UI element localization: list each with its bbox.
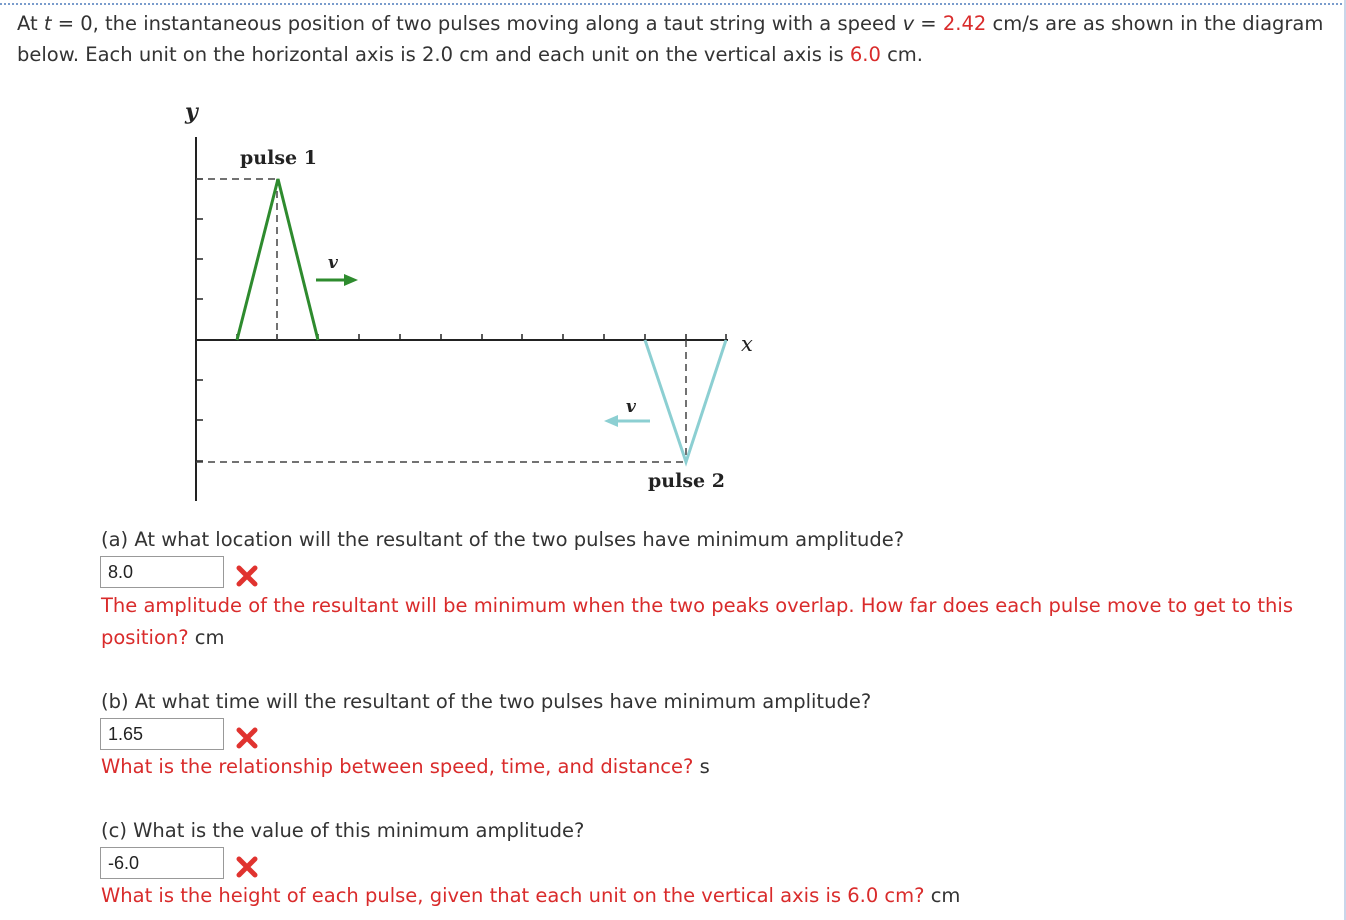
pulse1-label: pulse 1 [240,147,317,169]
hint-c: What is the height of each pulse, given that each unit on the vertical axis is 6.0 cm? cm [101,884,961,907]
pulse1-velocity-label: v [328,253,338,273]
t-variable: t [43,12,52,35]
question-c-prompt: (c) What is the value of this minimum amplitude? [101,819,585,842]
hint-a: The amplitude of the resultant will be minimum when the two peaks overlap. How far does each pulse move to get to this position? cm [101,594,1293,649]
unit-b: s [699,755,710,778]
top-dotted-border [0,3,1346,5]
answer-a-input[interactable]: 8.0 [100,556,224,588]
unit-c: cm [930,884,961,907]
incorrect-icon [236,565,258,587]
pulse2-velocity-label: v [626,397,636,417]
answer-b-input[interactable]: 1.65 [100,718,224,750]
hint-b: What is the relationship between speed, time, and distance? s [101,755,710,778]
question-a-prompt: (a) At what location will the resultant of the two pulses have minimum amplitude? [101,528,905,551]
incorrect-icon [236,856,258,878]
pulse2-arrowhead [604,415,618,427]
x-axis-label: x [741,332,753,356]
vertical-unit-value: 6.0 [849,43,881,66]
pulse1-arrowhead [344,274,358,286]
pulse-diagram [160,95,780,515]
answer-c-input[interactable]: -6.0 [100,847,224,879]
y-axis-label: y [185,99,198,125]
pulse2-label: pulse 2 [648,470,725,492]
problem-statement: At t = 0, the instantaneous position of two pulses moving along a taut string with a speed v = 2.42 cm/s are as shown in the diagram below. Each unit on the horizontal axis is 2.0 cm and each unit on the vertical axis is 6.0 cm. [17,12,1324,66]
speed-value: 2.42 [942,12,987,35]
question-b-prompt: (b) At what time will the resultant of the two pulses have minimum amplitude? [101,690,872,713]
unit-a: cm [194,626,225,649]
incorrect-icon [236,727,258,749]
v-variable: v [902,12,915,35]
